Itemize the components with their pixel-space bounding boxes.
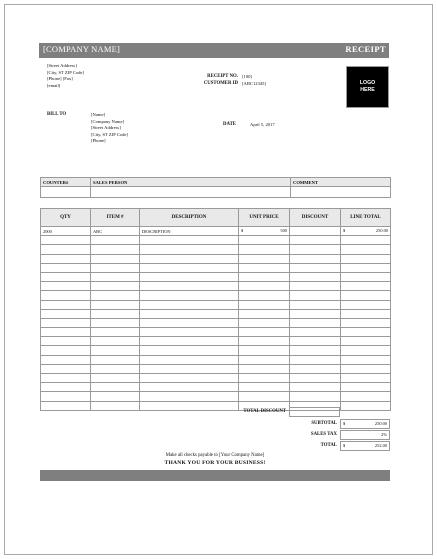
description-cell[interactable] <box>140 282 239 291</box>
bill-to-company[interactable]: [Company Name] <box>91 118 125 124</box>
qty-cell[interactable] <box>41 392 91 401</box>
discount-cell[interactable] <box>290 328 341 337</box>
company-address <box>47 63 84 89</box>
unit-price-cell[interactable] <box>239 364 290 373</box>
table-row <box>41 245 391 254</box>
unit-price-cell[interactable] <box>239 272 290 281</box>
discount-cell[interactable] <box>290 374 341 383</box>
description-cell[interactable] <box>140 291 239 300</box>
discount-cell[interactable] <box>290 383 341 392</box>
payment-note[interactable]: Make all checks payable to [Your Company Name] <box>165 453 265 458</box>
qty-cell[interactable] <box>41 282 91 291</box>
table-row <box>41 263 391 272</box>
line-total-cell[interactable] <box>341 282 391 291</box>
table-row <box>41 291 391 300</box>
discount-cell[interactable] <box>290 263 341 272</box>
line-total-cell[interactable] <box>341 236 391 245</box>
unit-price-cell[interactable] <box>239 254 290 263</box>
receipt-no-value[interactable]: [100] <box>242 74 252 79</box>
discount-cell[interactable] <box>290 364 341 373</box>
subtotal-box <box>340 419 390 429</box>
qty-cell[interactable] <box>41 245 91 254</box>
item-number-cell[interactable] <box>91 272 140 281</box>
qty-cell[interactable]: 2000 <box>41 227 91 236</box>
table-row <box>41 300 391 309</box>
table-row <box>41 236 391 245</box>
total-discount-label: TOTAL DISCOUNT <box>243 409 286 414</box>
bill-to-name[interactable]: [Name] <box>91 112 106 117</box>
unit-price-cell[interactable] <box>239 328 290 337</box>
email[interactable]: [email] <box>47 82 61 88</box>
qty-cell[interactable] <box>41 364 91 373</box>
line-total-cell[interactable] <box>341 337 391 346</box>
item-number-cell[interactable] <box>91 364 140 373</box>
sales-person-header: SALES PERSON <box>91 178 291 187</box>
table-row <box>41 254 391 263</box>
line-total-cell[interactable] <box>341 272 391 281</box>
table-row <box>41 227 391 236</box>
line-total-cell[interactable] <box>341 392 391 401</box>
unit-price-cell[interactable] <box>239 383 290 392</box>
sales-person-cell[interactable] <box>91 187 291 198</box>
bill-to-phone[interactable]: [Phone] <box>91 138 106 144</box>
line-total-cell[interactable] <box>341 291 391 300</box>
counter-cell[interactable] <box>41 187 91 198</box>
description-cell[interactable] <box>140 337 239 346</box>
unit-price-cell[interactable] <box>239 346 290 355</box>
unit-price-cell[interactable] <box>239 309 290 318</box>
item-number-cell[interactable]: ABC <box>91 227 140 236</box>
discount-cell[interactable] <box>290 309 341 318</box>
currency-symbol: $ <box>343 228 346 233</box>
unit-price-cell[interactable] <box>239 291 290 300</box>
description-cell[interactable] <box>140 355 239 364</box>
qty-cell[interactable] <box>41 328 91 337</box>
item-number-cell[interactable] <box>91 236 140 245</box>
description-header: DESCRIPTION <box>140 209 239 227</box>
footer-bar <box>40 470 390 481</box>
bill-to-city[interactable]: [City, ST ZIP Code] <box>91 131 128 137</box>
qty-cell[interactable] <box>41 337 91 346</box>
total-discount-box[interactable] <box>289 407 340 417</box>
unit-price-cell[interactable] <box>239 227 290 236</box>
unit-price-cell[interactable] <box>239 392 290 401</box>
discount-cell[interactable] <box>290 227 341 236</box>
phone-fax[interactable]: [Phone] [Fax] <box>47 76 73 82</box>
item-number-cell[interactable] <box>91 337 140 346</box>
item-number-cell[interactable] <box>91 263 140 272</box>
comment-cell[interactable] <box>291 187 391 198</box>
discount-cell[interactable] <box>290 300 341 309</box>
sales-tax-value: 2% <box>381 432 387 437</box>
counter-header: COUNTER# <box>41 178 91 187</box>
unit-price-cell[interactable] <box>239 282 290 291</box>
table-row <box>41 318 391 327</box>
discount-cell[interactable] <box>290 245 341 254</box>
receipt-no-label: RECEIPT NO. <box>207 74 238 79</box>
counter-table <box>40 177 391 198</box>
counter-header-row <box>41 178 391 187</box>
unit-price-cell[interactable] <box>239 245 290 254</box>
date-label: DATE <box>223 122 236 127</box>
line-total-header: LINE TOTAL <box>341 209 391 227</box>
subtotal-value: 250.00 <box>374 421 387 426</box>
line-total-cell[interactable] <box>341 227 391 236</box>
item-number-cell[interactable] <box>91 282 140 291</box>
line-total-cell[interactable] <box>341 254 391 263</box>
description-cell[interactable] <box>140 309 239 318</box>
line-total-cell[interactable] <box>341 346 391 355</box>
customer-id-label: CUSTOMER ID <box>203 80 238 86</box>
unit-price-cell[interactable] <box>239 318 290 327</box>
unit-price-cell[interactable] <box>239 337 290 346</box>
qty-cell[interactable] <box>41 355 91 364</box>
unit-price-cell[interactable] <box>239 263 290 272</box>
bill-to-block <box>91 112 128 145</box>
item-number-cell[interactable] <box>91 291 140 300</box>
table-row <box>41 328 391 337</box>
line-total-cell[interactable] <box>341 309 391 318</box>
item-number-cell[interactable] <box>91 300 140 309</box>
qty-cell[interactable] <box>41 236 91 245</box>
qty-cell[interactable] <box>41 383 91 392</box>
currency-symbol: $ <box>343 421 346 426</box>
item-number-cell[interactable] <box>91 328 140 337</box>
item-number-cell[interactable] <box>91 346 140 355</box>
qty-cell[interactable] <box>41 254 91 263</box>
table-row <box>41 282 391 291</box>
description-cell[interactable] <box>140 383 239 392</box>
header-bar <box>39 43 389 58</box>
qty-cell[interactable] <box>41 374 91 383</box>
discount-cell[interactable] <box>290 318 341 327</box>
qty-cell[interactable] <box>41 272 91 281</box>
comment-header: COMMENT <box>291 178 391 187</box>
line-total-cell[interactable] <box>341 245 391 254</box>
customer-id-value[interactable]: [ABC12345] <box>242 80 266 86</box>
date-value[interactable]: April 5, 2017 <box>250 122 275 127</box>
description-cell[interactable] <box>140 364 239 373</box>
city-state-zip[interactable]: [City, ST ZIP Code] <box>47 69 84 75</box>
table-row <box>41 392 391 401</box>
discount-cell[interactable] <box>290 236 341 245</box>
unit-price-cell[interactable] <box>239 355 290 364</box>
table-row <box>41 374 391 383</box>
unit-price-cell[interactable] <box>239 236 290 245</box>
qty-cell[interactable] <box>41 318 91 327</box>
item-number-header: ITEM # <box>91 209 140 227</box>
description-cell[interactable] <box>140 272 239 281</box>
street-address[interactable]: [Street Address] <box>47 63 77 68</box>
logo-text-line1: LOGO <box>359 80 376 86</box>
discount-cell[interactable] <box>290 355 341 364</box>
discount-cell[interactable] <box>290 254 341 263</box>
table-row <box>41 355 391 364</box>
logo-placeholder[interactable] <box>346 66 389 108</box>
qty-cell[interactable] <box>41 263 91 272</box>
table-row <box>41 309 391 318</box>
qty-cell[interactable] <box>41 346 91 355</box>
table-row <box>41 346 391 355</box>
discount-cell[interactable] <box>290 272 341 281</box>
sales-tax-box[interactable] <box>340 430 390 440</box>
table-row <box>41 364 391 373</box>
line-total-cell[interactable] <box>341 263 391 272</box>
line-total-cell[interactable] <box>341 300 391 309</box>
discount-cell[interactable] <box>290 282 341 291</box>
logo-text-line2: HERE <box>360 87 375 93</box>
item-number-cell[interactable] <box>91 383 140 392</box>
description-cell[interactable] <box>140 328 239 337</box>
discount-cell[interactable] <box>290 392 341 401</box>
description-cell[interactable] <box>140 254 239 263</box>
line-total-value: 250.00 <box>375 228 388 233</box>
item-number-cell[interactable] <box>91 309 140 318</box>
description-cell[interactable] <box>140 346 239 355</box>
thank-you-message: THANK YOU FOR YOUR BUSINESS! <box>164 460 266 466</box>
currency-symbol: $ <box>343 443 346 448</box>
item-number-cell[interactable] <box>91 254 140 263</box>
line-total-cell[interactable] <box>341 318 391 327</box>
total-box <box>340 441 390 451</box>
unit-price-header: UNIT PRICE <box>239 209 290 227</box>
table-row <box>41 337 391 346</box>
item-number-cell[interactable] <box>91 401 140 410</box>
item-number-cell[interactable] <box>91 245 140 254</box>
item-number-cell[interactable] <box>91 392 140 401</box>
line-total-cell[interactable] <box>341 374 391 383</box>
description-cell[interactable] <box>140 392 239 401</box>
table-row <box>41 272 391 281</box>
items-header-row <box>41 209 391 227</box>
unit-price-cell[interactable] <box>239 374 290 383</box>
line-total-cell[interactable] <box>341 401 391 410</box>
qty-cell[interactable] <box>41 291 91 300</box>
bill-to-street[interactable]: [Street Address] <box>91 125 121 131</box>
description-cell[interactable] <box>140 236 239 245</box>
line-total-cell[interactable] <box>341 364 391 373</box>
total-label: TOTAL <box>320 443 337 448</box>
company-name[interactable]: [COMPANY NAME] <box>43 44 121 54</box>
unit-price-value: 500 <box>280 228 287 233</box>
receipt-values <box>242 74 266 87</box>
qty-header: QTY <box>41 209 91 227</box>
description-cell[interactable] <box>140 300 239 309</box>
discount-cell[interactable] <box>290 346 341 355</box>
currency-symbol: $ <box>241 228 244 233</box>
qty-cell[interactable] <box>41 300 91 309</box>
sales-tax-label: SALES TAX <box>310 432 337 437</box>
qty-cell[interactable] <box>41 309 91 318</box>
table-row <box>41 383 391 392</box>
qty-cell[interactable] <box>41 401 91 410</box>
description-cell[interactable]: DESCRIPTION <box>140 227 239 236</box>
description-cell[interactable] <box>140 263 239 272</box>
discount-header: DISCOUNT <box>290 209 341 227</box>
line-total-cell[interactable] <box>341 383 391 392</box>
item-number-cell[interactable] <box>91 318 140 327</box>
subtotal-label: SUBTOTAL <box>311 421 337 426</box>
document-title: RECEIPT <box>345 44 386 54</box>
description-cell[interactable] <box>140 374 239 383</box>
counter-data-row <box>41 187 391 198</box>
description-cell[interactable] <box>140 245 239 254</box>
discount-cell[interactable] <box>290 337 341 346</box>
items-table <box>40 208 391 411</box>
description-cell[interactable] <box>140 318 239 327</box>
line-total-cell[interactable] <box>341 355 391 364</box>
bill-to-label: BILL TO <box>47 112 67 117</box>
unit-price-cell[interactable] <box>239 300 290 309</box>
receipt-labels <box>200 74 238 87</box>
item-number-cell[interactable] <box>91 355 140 364</box>
discount-cell[interactable] <box>290 291 341 300</box>
item-number-cell[interactable] <box>91 374 140 383</box>
line-total-cell[interactable] <box>341 328 391 337</box>
total-value: 252.00 <box>374 443 387 448</box>
